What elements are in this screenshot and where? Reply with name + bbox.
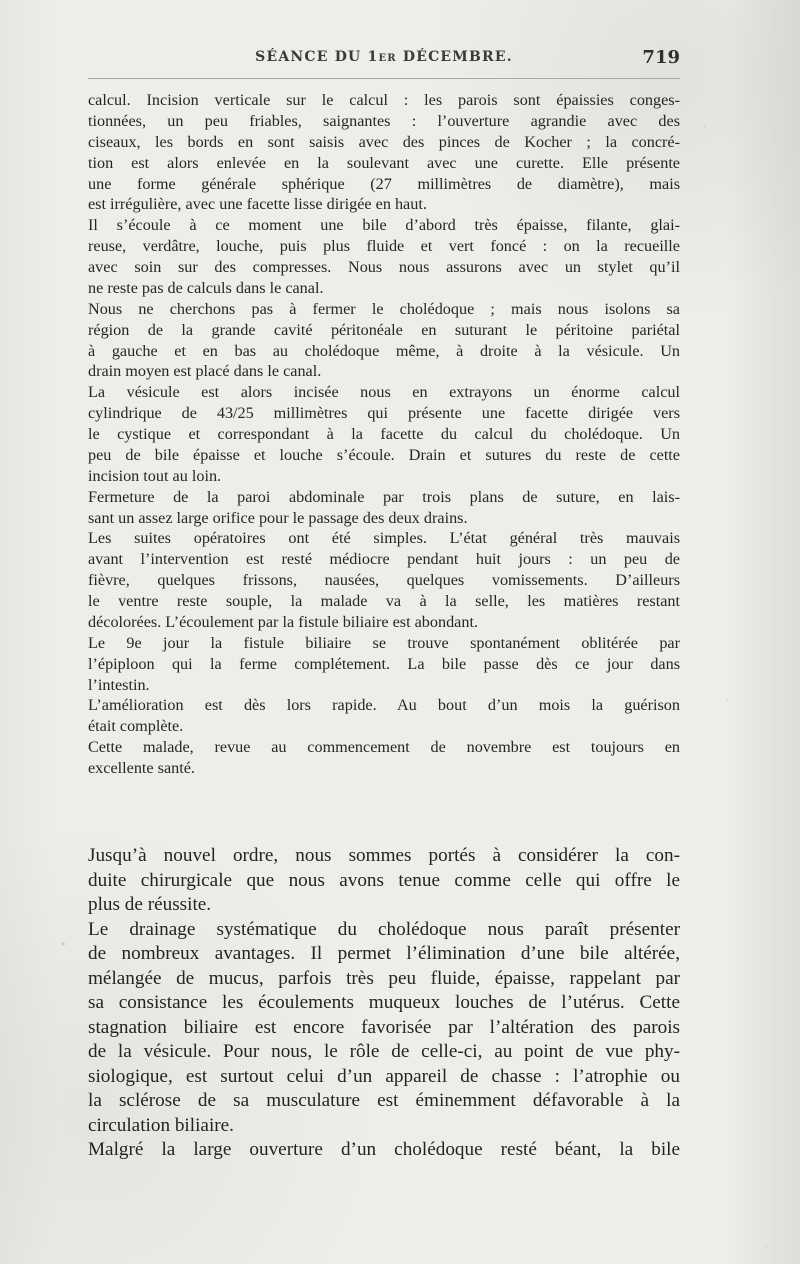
text-line: ciseaux, les bords en sont saisis avec des pinces de Kocher ; la concré- bbox=[88, 132, 680, 151]
paper-speck: • bbox=[60, 938, 67, 951]
text-line: excellente santé. bbox=[88, 759, 195, 777]
text-line: Cette malade, revue au commencement de novembre est toujours en bbox=[88, 738, 680, 757]
text-line: Fermeture de la paroi abdominale par trois plans de suture, en lais- bbox=[88, 487, 680, 506]
running-title: SÉANCE DU 1er DÉCEMBRE. bbox=[255, 49, 513, 65]
text-line: Jusqu’à nouvel ordre, nous sommes portés à considérer la con- bbox=[88, 845, 680, 866]
page-number: 719 bbox=[642, 47, 680, 68]
text-line: était complète. bbox=[88, 717, 184, 736]
text-line: ne reste pas de calculs dans le canal. bbox=[88, 278, 324, 297]
text-line: mélangée de mucus, parfois très peu fluide, épaisse, rappelant par bbox=[88, 967, 680, 989]
text-line: incision tout au loin. bbox=[88, 466, 222, 485]
text-line: La vésicule est alors incisée nous en extrayons un énorme calcul bbox=[88, 383, 680, 402]
text-line: l’épiploon qui la ferme complétement. La bile passe dès ce jour dans bbox=[88, 654, 680, 673]
text-line: le cystique et correspondant à la facette du calcul du cholédoque. Un bbox=[88, 425, 680, 443]
text-line: tion est alors enlevée en la soulevant avec une curette. Elle présente bbox=[88, 153, 680, 172]
text-line: sa consistance les écoulements muqueux louches de l’utérus. Cette bbox=[88, 992, 680, 1013]
paper-speck: · bbox=[703, 120, 707, 133]
text-line: tionnées, un peu friables, saignantes : l’ouverture agrandie avec des bbox=[88, 111, 680, 130]
text-line: Nous ne cherchons pas à fermer le cholédoque ; mais nous isolons sa bbox=[88, 299, 680, 318]
text-line: Le 9e jour la fistule biliaire se trouve spontanément oblitérée par bbox=[88, 633, 680, 652]
text-line: Le drainage systématique du cholédoque nous paraît présenter bbox=[88, 918, 680, 940]
text-line: fièvre, quelques frissons, nausées, quelques vomissements. D’ailleurs bbox=[88, 571, 680, 590]
paper-speck: , bbox=[725, 690, 729, 703]
text-line: drain moyen est placé dans le canal. bbox=[88, 362, 322, 381]
text-line: décolorées. L’écoulement par la fistule biliaire est abondant. bbox=[88, 612, 479, 631]
header-rule bbox=[88, 78, 680, 79]
text-line: duite chirurgicale que nous avons tenue comme celle qui offre le bbox=[88, 869, 680, 891]
text-line: Il s’écoule à ce moment une bile d’abord très épaisse, filante, glai- bbox=[88, 216, 680, 235]
discussion-text bbox=[88, 844, 680, 1163]
text-line: L’amélioration est dès lors rapide. Au bout d’un mois la guérison bbox=[88, 696, 680, 715]
text-line: avant l’intervention est resté médiocre pendant huit jours : un peu de bbox=[88, 550, 680, 569]
paper-speck: · bbox=[765, 1240, 769, 1253]
text-line: circulation biliaire. bbox=[88, 1114, 234, 1136]
text-line: reuse, verdâtre, louche, puis plus fluide et vert foncé : on la recueille bbox=[88, 237, 680, 256]
text-line: le ventre reste souple, la malade va à la selle, les matières restant bbox=[88, 592, 680, 610]
text-line: une forme générale sphérique (27 millimètres de diamètre), mais bbox=[88, 174, 680, 193]
text-line: plus de réussite. bbox=[88, 894, 212, 915]
text-line: Les suites opératoires ont été simples. L’état général très mauvais bbox=[88, 529, 680, 548]
text-line: la sclérose de sa musculature est éminemment défavorable à la bbox=[88, 1090, 680, 1111]
text-line: de nombreux avantages. Il permet l’élimination d’une bile altérée, bbox=[88, 943, 680, 964]
case-report-text bbox=[88, 90, 680, 779]
text-line: Malgré la large ouverture d’un cholédoque resté béant, la bile bbox=[88, 1139, 680, 1160]
text-line: peu de bile épaisse et louche s’écoule. Drain et sutures du reste de cette bbox=[88, 445, 680, 464]
text-line: région de la grande cavité péritonéale en suturant le péritoine pariétal bbox=[88, 320, 680, 339]
text-line: à gauche et en bas au cholédoque même, à droite à la vésicule. Un bbox=[88, 341, 680, 360]
text-line: est irrégulière, avec une facette lisse dirigée en haut. bbox=[88, 195, 427, 214]
page-header bbox=[88, 42, 680, 76]
text-line: sant un assez large orifice pour le passage des deux drains. bbox=[88, 508, 468, 527]
text-line: stagnation biliaire est encore favorisée par l’altération des parois bbox=[88, 1016, 680, 1038]
text-line: calcul. Incision verticale sur le calcul : les parois sont épaissies conges- bbox=[88, 91, 680, 109]
text-line: siologique, est surtout celui d’un appareil de chasse : l’atrophie ou bbox=[88, 1065, 680, 1087]
text-line: de la vésicule. Pour nous, le rôle de celle-ci, au point de vue phy- bbox=[88, 1041, 680, 1062]
text-line: l’intestin. bbox=[88, 675, 150, 694]
text-line: avec soin sur des compresses. Nous nous assurons avec un stylet qu’il bbox=[88, 258, 680, 276]
text-line: cylindrique de 43/25 millimètres qui présente une facette dirigée vers bbox=[88, 404, 680, 423]
